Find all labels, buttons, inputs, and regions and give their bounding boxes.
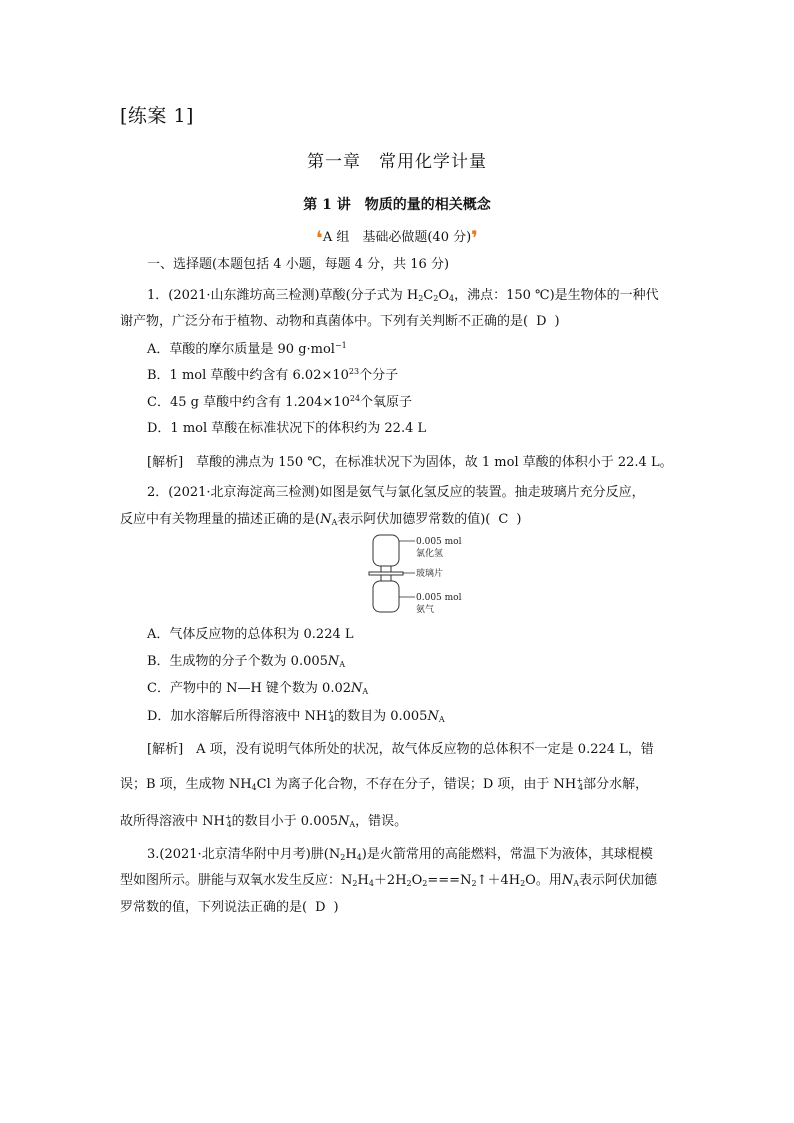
sup: −1	[334, 341, 347, 350]
q3-text: 3.(2021·北京清华附中月考)肼(N	[147, 847, 341, 862]
sub: A	[331, 518, 338, 527]
q3-text: ↑＋4H	[476, 873, 521, 888]
sup: +	[224, 813, 232, 822]
sub: A	[573, 879, 579, 888]
q3-line-2	[120, 873, 657, 889]
sub: A	[349, 820, 356, 829]
open-quote-icon: ❛	[315, 225, 323, 250]
q2-analysis-line-1: [解析] A 项，没有说明气体所处的状况，故气体反应物的总体积不一定是 0.224 L，错	[147, 742, 654, 757]
na-symbol: N	[427, 709, 439, 724]
na-symbol: N	[320, 512, 332, 527]
sub: 4	[328, 715, 335, 724]
sub: 4	[449, 294, 455, 303]
q3-line-3	[120, 900, 339, 916]
q3-answer: D	[315, 900, 326, 915]
sup: 24	[349, 394, 361, 403]
q1-option-a	[147, 341, 347, 358]
q1-option-d: D．1 mol 草酸在标准状况下的体积约为 22.4 L	[147, 421, 427, 436]
group-heading	[0, 226, 794, 248]
exercise-tag: [练案 1]	[120, 105, 194, 127]
section-title: 一、选择题(本题包括 4 小题，每题 4 分，共 16 分)	[147, 257, 450, 272]
na-symbol: N	[561, 873, 574, 888]
q1-option-b	[147, 367, 398, 384]
lecture-title: 第 1 讲 物质的量的相关概念	[303, 197, 491, 213]
sub: 4	[368, 879, 374, 888]
option-text: C．产物中的 N—H 键个数为 0.02	[147, 681, 352, 696]
na-symbol: N	[351, 681, 363, 696]
option-text: 个氧原子	[360, 395, 413, 410]
q2-analysis-line-3	[120, 813, 407, 830]
analysis-text: Cl 为离子化合物，不存在分子，错误；D 项，由于 NH	[256, 777, 577, 792]
sub: 2	[520, 879, 526, 888]
option-text: C．45 g 草酸中约含有 1.204×10	[147, 395, 350, 410]
sup: +	[327, 708, 334, 717]
analysis-text: 部分水解，	[583, 777, 649, 792]
hcl-label: 氯化氢	[416, 549, 444, 559]
option-text: D．加水溶解后所得溶液中 NH	[147, 709, 328, 724]
analysis-text: ，错误。	[355, 814, 408, 829]
sub: 2	[433, 294, 439, 303]
option-text: 的数目为 0.005	[334, 709, 428, 724]
bottle-neck-bottom	[381, 575, 391, 581]
q3-close: )	[333, 900, 339, 915]
q3-text: 型如图所示。肼能与双氧水发生反应：N	[120, 873, 353, 888]
sub: 2	[352, 879, 358, 888]
q1-text: ，沸点：150 ℃)是生物体的一种代	[454, 288, 659, 303]
sub: 4	[226, 820, 232, 829]
q3-text: H	[357, 873, 369, 888]
glass-label: 玻璃片	[416, 569, 444, 579]
q2-line-2	[120, 512, 521, 528]
sub: 4	[577, 783, 584, 792]
q1-option-c	[147, 394, 412, 411]
sup: 23	[348, 367, 360, 376]
q3-line-1	[147, 847, 653, 863]
q3-text: ===N	[427, 873, 472, 888]
analysis-text: 故所得溶液中 NH	[120, 814, 225, 829]
q3-text: O。用	[525, 873, 562, 888]
sub: 2	[340, 853, 346, 862]
sub: 4	[251, 783, 257, 792]
q2-option-c	[147, 681, 368, 697]
q1-answer: D	[536, 314, 547, 329]
q1-close: )	[554, 314, 560, 329]
q2-answer: C	[498, 512, 509, 527]
bottle-neck-top	[381, 566, 391, 572]
q1-text: C	[423, 288, 434, 303]
sub: 4	[356, 853, 362, 862]
q1-text: 谢产物，广泛分布于植物、动物和真菌体中。下列有关判断不正确的是(	[120, 314, 529, 329]
close-quote-icon: ❜	[471, 225, 479, 250]
q1-line-2	[120, 314, 560, 330]
na-symbol: N	[338, 814, 350, 829]
chapter-title: 第一章 常用化学计量	[307, 152, 487, 172]
q2-text: 表示阿伏加德罗常数的值)(	[337, 512, 491, 527]
q3-text: O	[411, 873, 423, 888]
q3-text: 表示阿伏加德	[578, 873, 657, 888]
q2-option-d	[147, 708, 445, 725]
q1-text: O	[438, 288, 449, 303]
hcl-bottle	[373, 535, 399, 566]
q3-text: 罗常数的值，下列说法正确的是(	[120, 900, 308, 915]
sub: 2	[418, 294, 424, 303]
q3-text: ＋2H	[373, 873, 407, 888]
nh3-bottle	[373, 581, 399, 612]
q2-analysis-line-2	[120, 776, 648, 793]
q2-close: )	[516, 512, 522, 527]
q2-option-b	[147, 654, 345, 670]
q2-line-1: 2．(2021·北京海淀高三检测)如图是氨气与氯化氢反应的装置。抽走玻璃片充分反应，	[147, 485, 645, 500]
q2-option-a: A．气体反应物的总体积为 0.224 L	[147, 627, 354, 642]
sub: A	[339, 660, 346, 669]
analysis-text: 的数目小于 0.005	[231, 814, 339, 829]
option-text: B．生成物的分子个数为 0.005	[147, 654, 328, 669]
nh3-label: 氨气	[416, 605, 435, 615]
q1-line-1	[147, 288, 659, 304]
q1-text: 1．(2021·山东潍坊高三检测)草酸(分子式为 H	[147, 288, 419, 303]
q3-text: H	[345, 847, 357, 862]
q2-text: 反应中有关物理量的描述正确的是(	[120, 512, 321, 527]
na-symbol: N	[327, 654, 340, 669]
group-label: A 组 基础必做题(40 分)	[322, 230, 472, 245]
sub: 2	[471, 879, 477, 888]
sub: 2	[406, 879, 412, 888]
sup: +	[576, 776, 583, 785]
q1-analysis: [解析] 草酸的沸点为 150 ℃，在标准状况下为固体，故 1 mol 草酸的体积小于 22.4 L。	[147, 455, 673, 470]
analysis-text: 误；B 项，生成物 NH	[120, 777, 252, 792]
apparatus-figure	[355, 533, 465, 617]
sub: 2	[422, 879, 428, 888]
hcl-amount: 0.005 mol	[416, 537, 462, 547]
sub: A	[438, 715, 445, 724]
option-text: B．1 mol 草酸中约含有 6.02×10	[147, 368, 349, 383]
option-text: A．草酸的摩尔质量是 90 g·mol	[147, 342, 335, 357]
q3-text: )是火箭常用的高能燃料，常温下为液体，其球棍模	[361, 847, 653, 862]
nh3-amount: 0.005 mol	[416, 593, 462, 603]
sub: A	[362, 687, 369, 696]
option-text: 个分子	[359, 368, 399, 383]
